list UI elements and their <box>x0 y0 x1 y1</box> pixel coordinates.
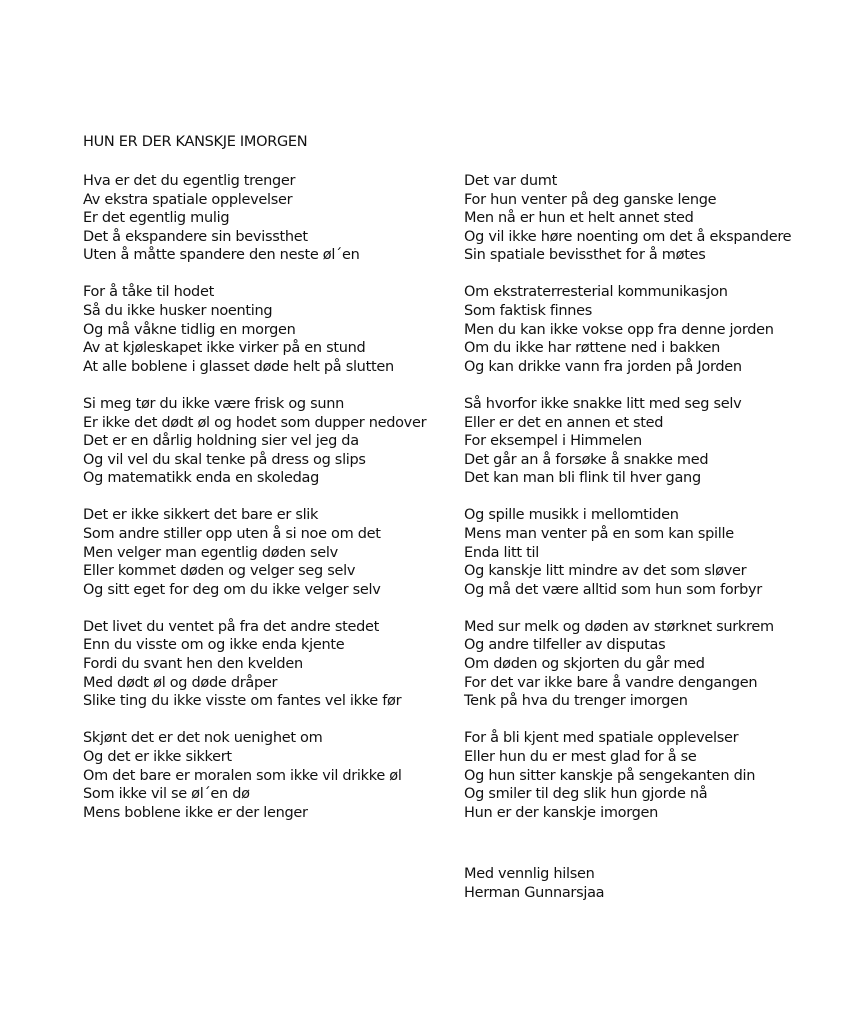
poem-line: Og hun sitter kanskje på sengekanten din <box>464 767 756 784</box>
poem-line: Det å ekspandere sin bevissthet <box>83 228 308 245</box>
poem-line: Enda litt til <box>464 544 539 561</box>
stanza <box>464 506 844 599</box>
poem-line: Si meg tør du ikke være frisk og sunn <box>83 395 345 412</box>
poem-line: Og må det være alltid som hun som forbyr <box>464 581 762 598</box>
poem-line: Om du ikke har røttene ned i bakken <box>464 340 721 357</box>
poem-line: Er ikke det dødt øl og hodet som dupper nedover <box>83 414 427 431</box>
poem-line: Hun er der kanskje imorgen <box>464 804 659 821</box>
left-column <box>83 172 463 841</box>
poem-line: Det var dumt <box>464 173 558 189</box>
poem-line: Og det er ikke sikkert <box>83 748 232 765</box>
stanza <box>464 395 844 488</box>
poem-line: Om det bare er moralen som ikke vil drikke øl <box>83 767 402 784</box>
poem-line: Tenk på hva du trenger imorgen <box>464 693 688 710</box>
stanza <box>464 729 844 822</box>
poem-line: Og andre tilfeller av disputas <box>464 637 666 654</box>
poem-line: Og må våkne tidlig en morgen <box>83 321 296 338</box>
poem-line: Slike ting du ikke visste om fantes vel ikke før <box>83 693 402 710</box>
poem-line: Mens man venter på en som kan spille <box>464 526 734 542</box>
poem-line: For å tåke til hodet <box>83 284 214 301</box>
poem-line: Så du ikke husker noenting <box>83 303 273 320</box>
poem-line: Men velger man egentlig døden selv <box>83 544 338 561</box>
poem-line: Og spille musikk i mellomtiden <box>464 507 679 524</box>
right-column <box>464 172 844 841</box>
poem-line: Hva er det du egentlig trenger <box>83 173 296 189</box>
poem-line: Så hvorfor ikke snakke litt med seg selv <box>464 395 742 412</box>
poem-line: Om døden og skjorten du går med <box>464 656 705 673</box>
poem-line: Og vil ikke høre noenting om det å ekspandere <box>464 228 792 245</box>
poem-line: Som faktisk finnes <box>464 303 593 320</box>
poem-line: Mens boblene ikke er der lenger <box>83 804 308 821</box>
stanza <box>83 172 463 265</box>
poem-line: Om ekstraterresterial kommunikasjon <box>464 284 728 301</box>
poem-line: Men nå er hun et helt annet sted <box>464 210 694 227</box>
poem-line: Det livet du ventet på fra det andre stedet <box>83 618 380 635</box>
signature <box>464 865 604 902</box>
poem-line: Med dødt øl og døde dråper <box>83 674 278 691</box>
poem-line: Eller er det en annen et sted <box>464 414 664 431</box>
poem-line: Med sur melk og døden av størknet surkrem <box>464 618 774 635</box>
poem-line: Er det egentlig mulig <box>83 210 230 227</box>
poem-line: Eller kommet døden og velger seg selv <box>83 563 356 580</box>
stanza <box>83 618 463 711</box>
poem-line: Og matematikk enda en skoledag <box>83 470 320 487</box>
stanza <box>464 172 844 265</box>
poem-line: Sin spatiale bevissthet for å møtes <box>464 247 706 264</box>
poem-line: Det kan man bli flink til hver gang <box>464 470 701 487</box>
signature-closing: Med vennlig hilsen <box>464 866 595 882</box>
stanza <box>464 283 844 376</box>
poem-line: Av at kjøleskapet ikke virker på en stund <box>83 340 366 357</box>
stanza <box>464 618 844 711</box>
poem-line: Som ikke vil se øl´en dø <box>83 786 250 803</box>
signature-name: Herman Gunnarsjaa <box>464 884 605 901</box>
poem-line: Men du kan ikke vokse opp fra denne jorden <box>464 321 774 338</box>
poem-line: Av ekstra spatiale opplevelser <box>83 191 293 208</box>
poem-line: Og vil vel du skal tenke på dress og slips <box>83 451 366 468</box>
poem-line: Uten å måtte spandere den neste øl´en <box>83 247 360 264</box>
poem-line: Enn du visste om og ikke enda kjente <box>83 637 345 654</box>
poem-title: HUN ER DER KANSKJE IMORGEN <box>83 134 308 150</box>
poem-line: For å bli kjent med spatiale opplevelser <box>464 730 739 747</box>
poem-line: Og kan drikke vann fra jorden på Jorden <box>464 358 742 375</box>
poem-line: At alle boblene i glasset døde helt på slutten <box>83 358 394 375</box>
poem-line: For det var ikke bare å vandre dengangen <box>464 674 758 691</box>
poem-line: For eksempel i Himmelen <box>464 433 642 450</box>
poem-line: For hun venter på deg ganske lenge <box>464 191 717 208</box>
poem-line: Og smiler til deg slik hun gjorde nå <box>464 786 708 803</box>
poem-line: Eller hun du er mest glad for å se <box>464 748 697 765</box>
poem-line: Fordi du svant hen den kvelden <box>83 656 303 673</box>
poem-line: Og kanskje litt mindre av det som sløver <box>464 563 747 580</box>
stanza <box>83 283 463 376</box>
stanza <box>83 506 463 599</box>
stanza <box>83 395 463 488</box>
poem-line: Det er ikke sikkert det bare er slik <box>83 507 319 524</box>
poem-line: Som andre stiller opp uten å si noe om det <box>83 526 381 542</box>
stanza <box>83 729 463 822</box>
poem-line: Skjønt det er det nok uenighet om <box>83 730 323 747</box>
poem-line: Det er en dårlig holdning sier vel jeg da <box>83 433 359 450</box>
poem-line: Og sitt eget for deg om du ikke velger selv <box>83 581 381 598</box>
poem-line: Det går an å forsøke å snakke med <box>464 451 709 468</box>
